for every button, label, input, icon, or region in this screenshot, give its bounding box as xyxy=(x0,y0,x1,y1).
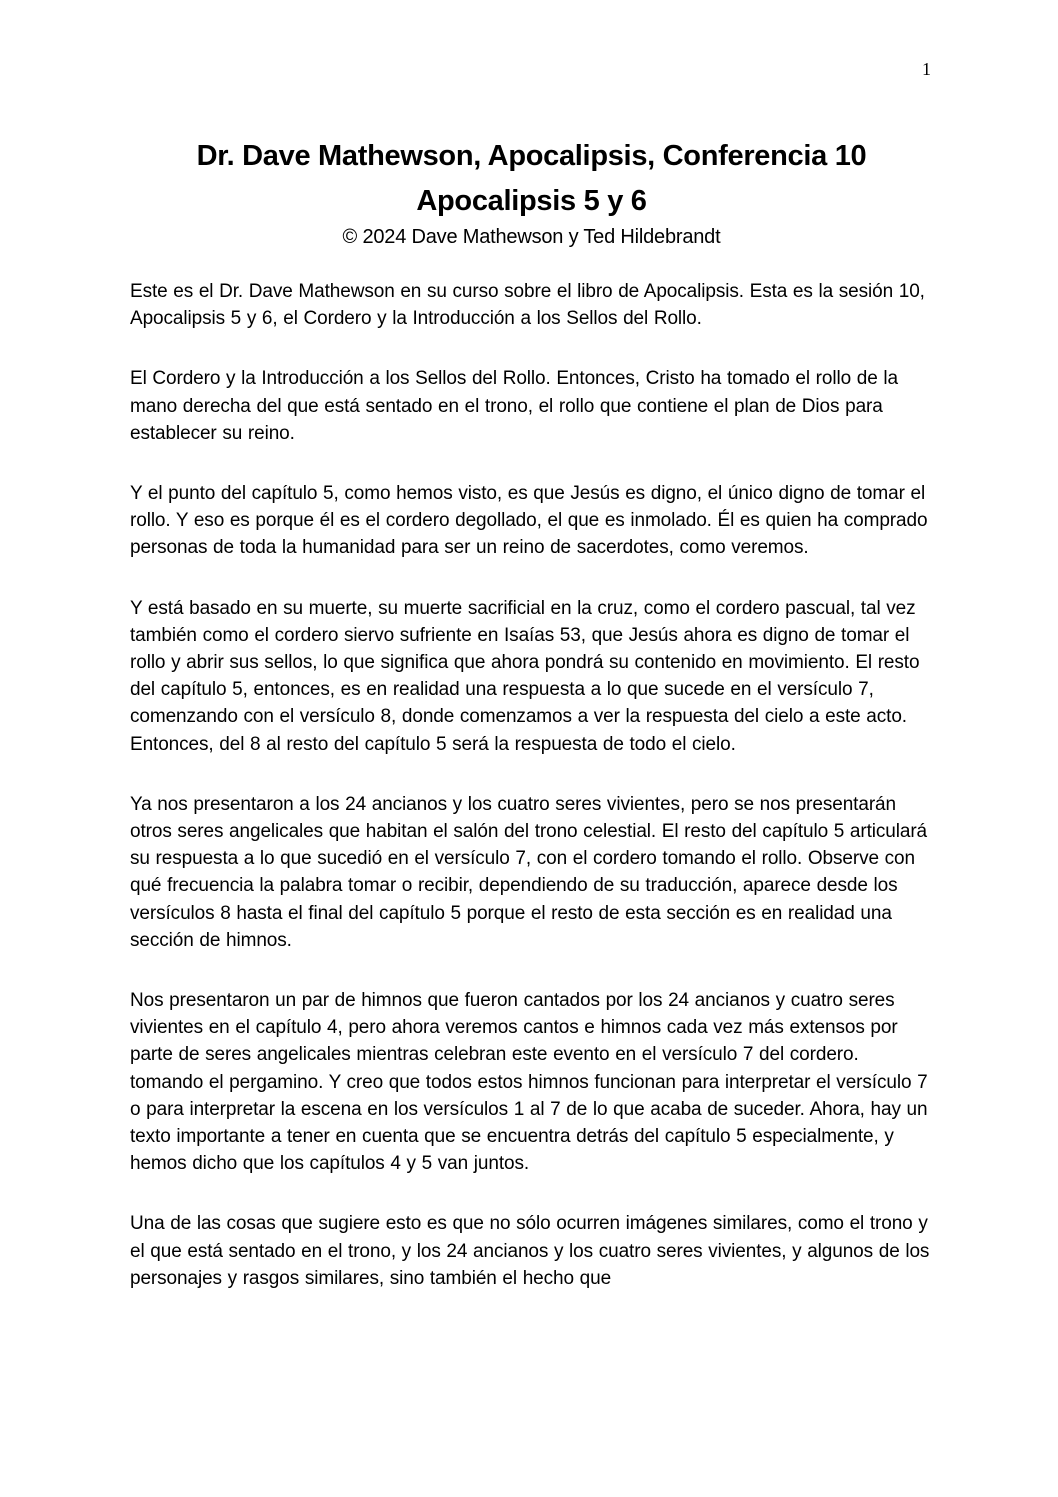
paragraph: Ya nos presentaron a los 24 ancianos y los cuatro seres vivientes, pero se nos presentarán otros seres angelicales que habitan el salón del trono celestial. El resto del capítulo 5 articulará su respuesta a lo que sucedió en el versículo 7, con el cordero tomando el rollo. Observe con qué frecuencia la palabra tomar o recibir, dependiendo de su traducción, aparece desde los versículos 8 hasta el final del capítulo 5 porque el resto de esta sección es en realidad una sección de himnos. xyxy=(130,793,928,951)
paragraph: Una de las cosas que sugiere esto es que no sólo ocurren imágenes similares, como el trono y el que está sentado en el trono, y los 24 ancianos y los cuatro seres vivientes, y algunos de los personajes y rasgos similares, sino también el hecho que xyxy=(130,1213,930,1289)
document-title xyxy=(130,134,933,224)
title-line-2: Apocalipsis 5 y 6 xyxy=(416,185,647,217)
document-content xyxy=(130,134,933,1292)
paragraph: Nos presentaron un par de himnos que fueron cantados por los 24 ancianos y cuatro seres vivientes en el capítulo 4, pero ahora veremos cantos e himnos cada vez más extensos por parte de seres angelicales mientras celebran este evento en el versículo 7 del cordero. tomando el pergamino. Y creo que todos estos himnos funcionan para interpretar el versículo 7 o para interpretar la escena en los versículos 1 al 7 de lo que acaba de suceder. Ahora, hay un texto importante a tener en cuenta que se encuentra detrás del capítulo 5 especialmente, y hemos dicho que los capítulos 4 y 5 van juntos. xyxy=(130,990,928,1175)
copyright-line: © 2024 Dave Mathewson y Ted Hildebrandt xyxy=(342,226,721,248)
paragraph: Este es el Dr. Dave Mathewson en su curso sobre el libro de Apocalipsis. Esta es la sesión 10, Apocalipsis 5 y 6, el Cordero y la Introducción a los Sellos del Rollo. xyxy=(130,281,925,330)
paragraph: Y el punto del capítulo 5, como hemos visto, es que Jesús es digno, el único digno de tomar el rollo. Y eso es porque él es el cordero degollado, el que es inmolado. Él es quien ha comprado personas de toda la humanidad para ser un reino de sacerdotes, como veremos. xyxy=(130,483,928,559)
title-line-1: Dr. Dave Mathewson, Apocalipsis, Conferencia 10 xyxy=(196,140,867,172)
body-text xyxy=(130,278,933,1292)
page-number: 1 xyxy=(922,59,931,79)
paragraph: El Cordero y la Introducción a los Sellos del Rollo. Entonces, Cristo ha tomado el rollo de la mano derecha del que está sentado en el trono, el rollo que contiene el plan de Dios para establecer su reino. xyxy=(130,368,898,444)
paragraph: Y está basado en su muerte, su muerte sacrificial en la cruz, como el cordero pascual, tal vez también como el cordero siervo sufriente en Isaías 53, que Jesús ahora es digno de tomar el rollo y abrir sus sellos, lo que significa que ahora pondrá su contenido en movimiento. El resto del capítulo 5, entonces, es en realidad una respuesta a lo que sucede en el versículo 7, comenzando con el versículo 8, donde comenzamos a ver la respuesta del cielo a este acto. Entonces, del 8 al resto del capítulo 5 será la respuesta de todo el cielo. xyxy=(130,597,920,755)
